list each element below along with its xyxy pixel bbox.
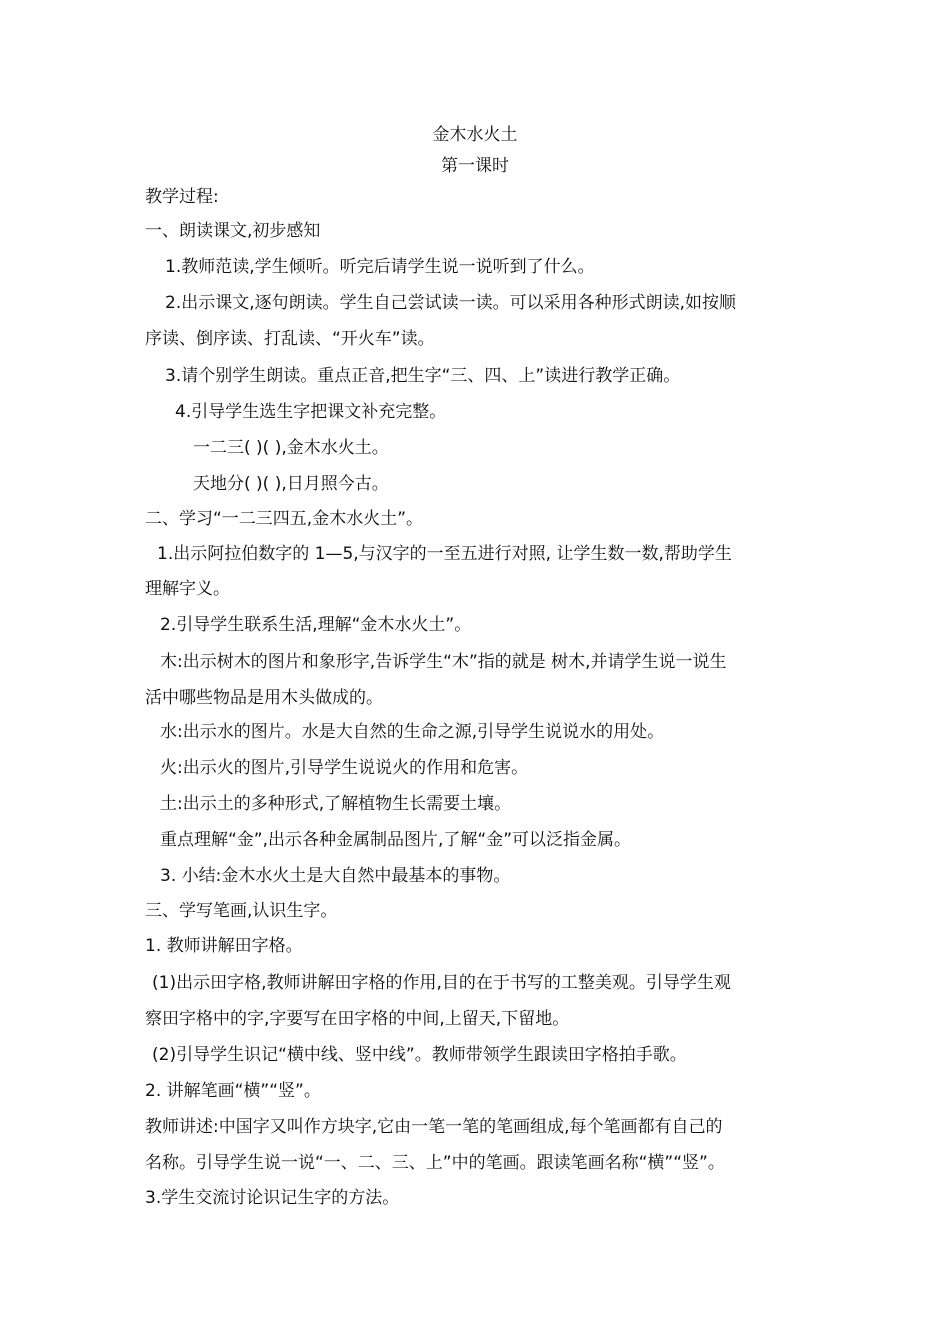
text-line: 土:出示土的多种形式,了解植物生长需要土壤。 [160, 794, 512, 814]
text-line: (1)出示田字格,教师讲解田字格的作用,目的在于书写的工整美观。引导学生观 [152, 973, 731, 993]
text-line: 水:出示水的图片。水是大自然的生命之源,引导学生说说水的用处。 [160, 722, 665, 742]
text-line: 3. 小结:金木水火土是大自然中最基本的事物。 [160, 866, 511, 886]
text-line: 2.引导学生联系生活,理解“金木水火土”。 [160, 615, 472, 635]
text-line: 4.引导学生选生字把课文补充完整。 [175, 402, 447, 422]
text-line: 教学过程: [145, 187, 219, 207]
text-line: 理解字义。 [145, 579, 230, 599]
section-heading: 三、学写笔画,认识生字。 [145, 901, 338, 921]
text-line: 活中哪些物品是用木头做成的。 [145, 688, 383, 708]
text-line: 1.教师范读,学生倾听。听完后请学生说一说听到了什么。 [165, 257, 595, 277]
text-line: 2.出示课文,逐句朗读。学生自己尝试读一读。可以采用各种形式朗读,如按顺 [165, 293, 737, 313]
section-heading: 一、朗读课文,初步感知 [145, 221, 321, 241]
fill-in-line: 一二三( )( ),金木水火土。 [193, 438, 389, 458]
text-line: 2. 讲解笔画“横”“竖”。 [145, 1081, 321, 1101]
text-line: 察田字格中的字,字要写在田字格的中间,上留天,下留地。 [145, 1009, 570, 1029]
section-heading: 二、学习“一二三四五,金木水火土”。 [145, 509, 424, 529]
text-line: 教师讲述:中国字又叫作方块字,它由一笔一笔的笔画组成,每个笔画都有自己的 [145, 1117, 723, 1137]
document-title: 金木水火土 [432, 125, 518, 145]
text-line: 1. 教师讲解田字格。 [145, 936, 303, 956]
fill-in-line: 天地分( )( ),日月照今古。 [193, 474, 389, 494]
text-line: 3.请个别学生朗读。重点正音,把生字“三、四、上”读进行教学正确。 [165, 366, 681, 386]
document-subtitle: 第一课时 [441, 156, 509, 176]
text-line: 1.出示阿拉伯数字的 1—5,与汉字的一至五进行对照, 让学生数一数,帮助学生 [157, 544, 732, 564]
text-line: 重点理解“金”,出示各种金属制品图片,了解“金”可以泛指金属。 [160, 830, 632, 850]
text-line: 名称。引导学生说一说“一、二、三、上”中的笔画。跟读笔画名称“横”“竖”。 [145, 1153, 725, 1173]
text-line: 序读、倒序读、打乱读、“开火车”读。 [145, 329, 435, 349]
text-line: (2)引导学生识记“横中线、竖中线”。教师带领学生跟读田字格拍手歌。 [152, 1045, 687, 1065]
text-line: 木:出示树木的图片和象形字,告诉学生“木”指的就是 树木,并请学生说一说生 [160, 652, 727, 672]
text-line: 3.学生交流讨论识记生字的方法。 [145, 1188, 400, 1208]
text-line: 火:出示火的图片,引导学生说说火的作用和危害。 [160, 758, 529, 778]
